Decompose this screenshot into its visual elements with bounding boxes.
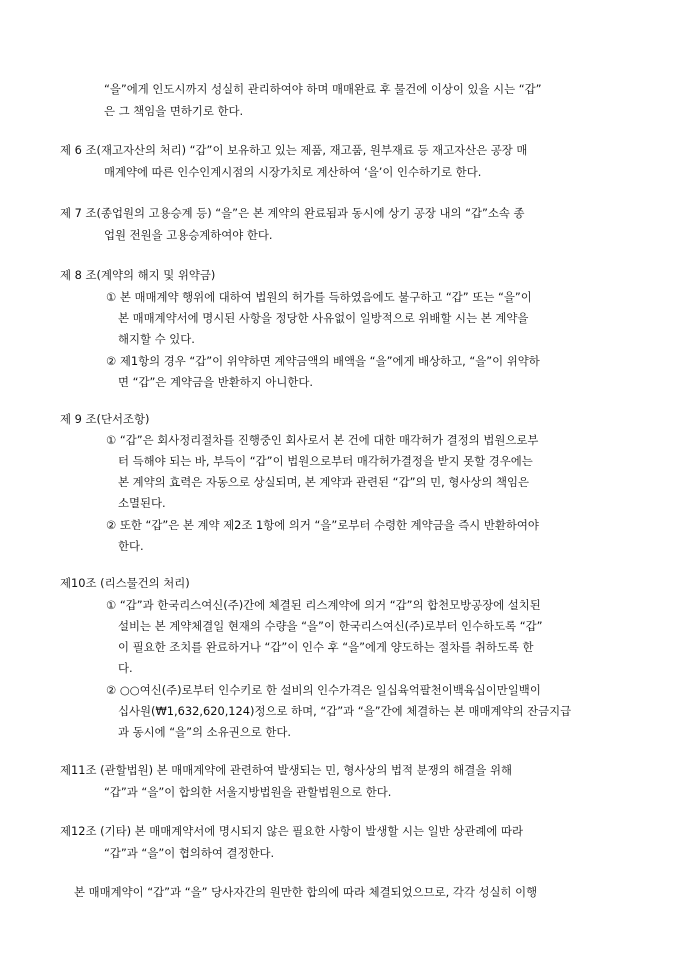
article-12-line: 제12조 (기타) 본 매매계약서에 명시되지 않은 필요한 사항이 발생할 시는 일반 상관례에 따라 xyxy=(60,824,523,838)
article-12-line: “갑”과 “을”이 협의하여 결정한다. xyxy=(104,846,275,860)
article-8-clause-1-line: ① 본 매매계약 행위에 대하여 법원의 허가를 득하였음에도 불구하고 “갑” 또는 “을”이 xyxy=(106,290,532,304)
article-6-line: 매계약에 따른 인수인계시점의 시장가치로 계산하여 ‘을’이 인수하기로 한다. xyxy=(104,165,482,179)
article-8-clause-1-line: 본 매매계약서에 명시된 사항을 정당한 사유없이 일방적으로 위배할 시는 본 계약을 xyxy=(118,311,529,325)
article-8-clause-2-line: 면 “갑”은 계약금을 반환하지 아니한다. xyxy=(118,375,313,389)
article-9-clause-1-line: 본 계약의 효력은 자동으로 상실되며, 본 계약과 관련된 “갑”의 민, 형사상의 책임은 xyxy=(118,475,529,489)
article-9-clause-1-line: ① “갑”은 회사정리절차를 진행중인 회사로서 본 건에 대한 매각허가 결정의 법원으로부 xyxy=(106,433,539,447)
article-9-clause-1-line: 소멸된다. xyxy=(118,496,166,510)
article-8-clause-2-line: ② 제1항의 경우 “갑”이 위약하면 계약금액의 배액을 “을”에게 배상하고, “을”이 위약하 xyxy=(106,354,540,368)
article-9-heading: 제 9 조(단서조항) xyxy=(60,412,150,426)
article-10-clause-1-line: 이 필요한 조치를 완료하거나 “갑”이 인수 후 “을”에게 양도하는 절차를 취하도록 한 xyxy=(118,640,534,654)
article-11-line: “갑”과 “을”이 합의한 서울지방법원을 관할법원으로 한다. xyxy=(104,785,392,799)
article-7-line: 업원 전원을 고용승계하여야 한다. xyxy=(104,228,273,242)
article-10-heading: 제10조 (리스물건의 처리) xyxy=(60,576,190,590)
intro-line: “을”에게 인도시까지 성실히 관리하여야 하며 매매완료 후 물건에 이상이 있을 시는 “갑” xyxy=(104,82,542,96)
article-9-clause-1-line: 터 득해야 되는 바, 부득이 “갑”이 법원으로부터 매각허가결정을 받지 못할 경우에는 xyxy=(118,454,533,468)
article-9-clause-2-line: ② 또한 “갑”은 본 계약 제2조 1항에 의거 “을”로부터 수령한 계약금을 즉시 반환하여야 xyxy=(106,518,539,532)
article-8-heading: 제 8 조(계약의 해지 및 위약금) xyxy=(60,268,216,282)
article-9-clause-2-line: 한다. xyxy=(118,539,144,553)
article-6-line: 제 6 조(재고자산의 처리) “갑”이 보유하고 있는 제품, 재고품, 원부재료 등 재고자산은 공장 매 xyxy=(60,143,528,157)
article-11-line: 제11조 (관할법원) 본 매매계약에 관련하여 발생되는 민, 형사상의 법적 분쟁의 해결을 위해 xyxy=(60,763,512,777)
article-10-clause-2-line: ② ○○여신(주)로부터 인수키로 한 설비의 인수가격은 일십육억팔천이백육십이만일백이 xyxy=(106,683,541,697)
article-10-clause-1-line: 설비는 본 계약체결일 현재의 수량을 “을”이 한국리스여신(주)로부터 인수하도록 “갑” xyxy=(118,619,543,633)
article-10-clause-2-line: 과 동시에 “을”의 소유권으로 한다. xyxy=(118,725,291,739)
intro-line: 은 그 책임을 면하기로 한다. xyxy=(104,104,244,118)
article-10-clause-2-line: 십사원(₩1,632,620,124)정으로 하며, “갑”과 “을”간에 체결하는 본 매매계약의 잔금지급 xyxy=(118,704,572,718)
article-8-clause-1-line: 해지할 수 있다. xyxy=(118,332,195,346)
article-10-clause-1-line: 다. xyxy=(118,661,133,675)
article-7-line: 제 7 조(종업원의 고용승계 등) “을”은 본 계약의 완료됨과 동시에 상기 공장 내의 “갑”소속 종 xyxy=(60,206,525,220)
closing-paragraph: 본 매매계약이 “갑”과 “을” 당사자간의 원만한 합의에 따라 체결되었으므로, 각각 성실히 이행 xyxy=(74,885,538,899)
article-10-clause-1-line: ① “갑”과 한국리스여신(주)간에 체결된 리스계약에 의거 “갑”의 합천모방공장에 설치된 xyxy=(106,598,541,612)
